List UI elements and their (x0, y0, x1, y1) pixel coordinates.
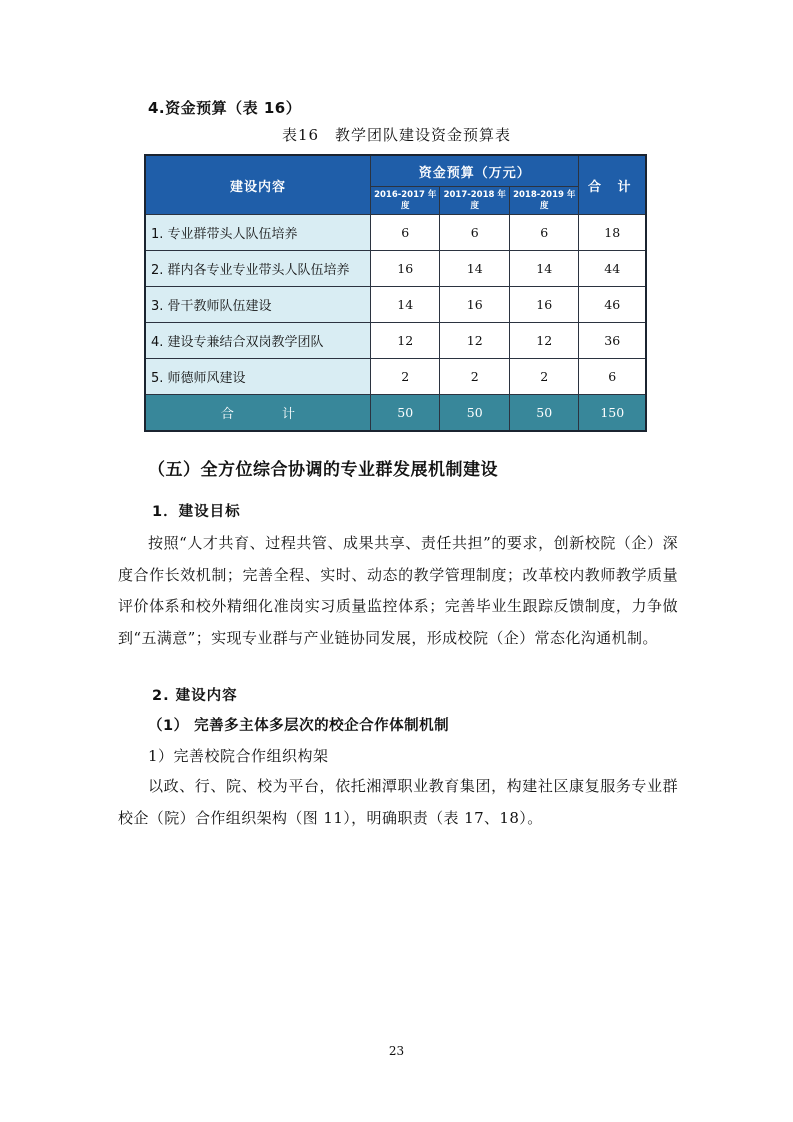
total-value: 50 (370, 395, 440, 432)
table-row (145, 323, 646, 359)
cell-value: 6 (370, 215, 440, 251)
cell-value: 14 (370, 287, 440, 323)
table-row (145, 215, 646, 251)
table-caption: 表16 教学团队建设资金预算表 (281, 126, 512, 144)
row-label: 4. 建设专兼结合双岗教学团队 (145, 323, 370, 359)
header-year-2: 2017-2018 年度 (440, 187, 510, 215)
header-total-col: 合 计 (579, 155, 646, 215)
cell-value: 14 (440, 251, 510, 287)
budget-table (144, 154, 647, 432)
cell-total: 36 (579, 323, 646, 359)
cell-value: 6 (509, 215, 579, 251)
header-content-col: 建设内容 (145, 155, 370, 215)
header-year-3: 2018-2019 年度 (509, 187, 579, 215)
cell-total: 44 (579, 251, 646, 287)
cell-value: 2 (509, 359, 579, 395)
cell-value: 14 (509, 251, 579, 287)
total-row-label: 合 计 (145, 395, 370, 432)
goal-heading: 1．建设目标 (152, 504, 241, 520)
cell-value: 12 (440, 323, 510, 359)
section-4-heading: 4.资金预算（表 16） (148, 99, 302, 117)
cell-value: 2 (370, 359, 440, 395)
row-label: 3. 骨干教师队伍建设 (145, 287, 370, 323)
header-budget-group: 资金预算（万元） (370, 155, 579, 187)
goal-paragraph: 按照“人才共育、过程共管、成果共享、责任共担”的要求，创新校院（企）深度合作长效机制；完善全程、实时、动态的教学管理制度；改革校内教师教学质量评价体系和校外精细化准岗实习质量监控体系；完善毕业生跟踪反馈制度，力争做到“五满意”；实现专业群与产业链协同发展，形成校院（企）常态化沟通机制。 (118, 534, 678, 647)
cell-value: 12 (509, 323, 579, 359)
cell-value: 16 (509, 287, 579, 323)
table-row (145, 251, 646, 287)
content-paragraph: 以政、行、院、校为平台，依托湘潭职业教育集团，构建社区康复服务专业群校企（院）合作组织架构（图 11），明确职责（表 17、18）。 (118, 777, 678, 827)
cell-value: 12 (370, 323, 440, 359)
table-row (145, 287, 646, 323)
sub-heading-1: （1） 完善多主体多层次的校企合作体制机制 (148, 718, 450, 734)
content-heading: 2. 建设内容 (152, 688, 238, 704)
cell-value: 6 (440, 215, 510, 251)
cell-value: 2 (440, 359, 510, 395)
page-number: 23 (388, 1044, 405, 1058)
grand-total-value: 150 (579, 395, 646, 432)
header-year-1: 2016-2017 年度 (370, 187, 440, 215)
cell-total: 18 (579, 215, 646, 251)
cell-total: 6 (579, 359, 646, 395)
section-5-heading: （五）全方位综合协调的专业群发展机制建设 (148, 460, 498, 480)
row-label: 5. 师德师风建设 (145, 359, 370, 395)
cell-value: 16 (370, 251, 440, 287)
table-total-row (145, 395, 646, 432)
row-label: 2. 群内各专业专业带头人队伍培养 (145, 251, 370, 287)
total-value: 50 (440, 395, 510, 432)
total-value: 50 (509, 395, 579, 432)
table-row (145, 359, 646, 395)
cell-total: 46 (579, 287, 646, 323)
row-label: 1. 专业群带头人队伍培养 (145, 215, 370, 251)
cell-value: 16 (440, 287, 510, 323)
sub-heading-2: 1）完善校院合作组织构架 (148, 747, 329, 765)
